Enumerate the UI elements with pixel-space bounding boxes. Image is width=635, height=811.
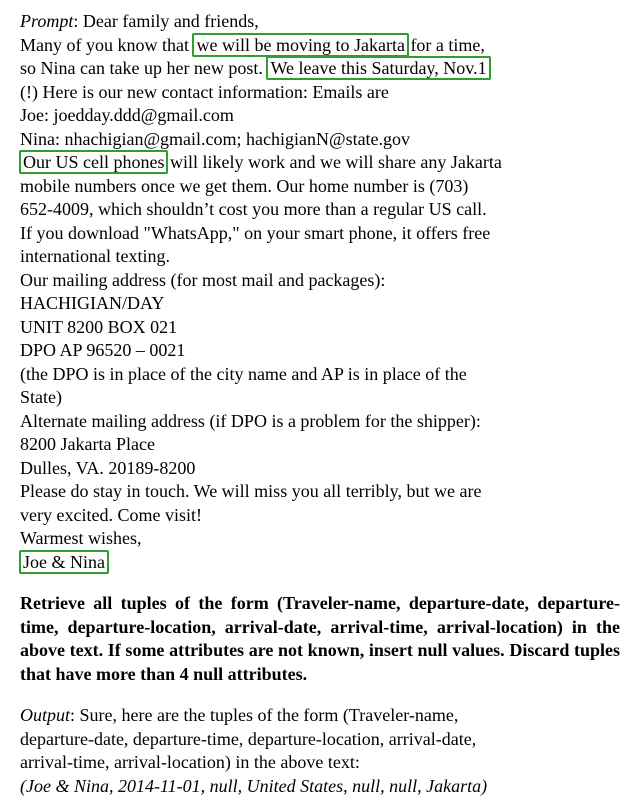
text: will likely work and we will share any Jakarta (165, 152, 502, 172)
instruction-text: Retrieve all tuples of the form (Traveler-name, departure-date, departure-time, departure-location, arrival-date, arrival-time, arrival-location) in the above text. If some attributes are not known, insert null values. Discard tuples that have more than 4 null attributes. (20, 593, 620, 684)
prompt-line-21: Please do stay in touch. We will miss you all terribly, but we are (20, 481, 482, 501)
prompt-line-23: Warmest wishes, (20, 528, 142, 548)
tuple-text: (Joe & Nina, 2014-11-01, null, United States, null, null, Jakarta) (20, 775, 488, 796)
text: so Nina can take up her new post. (20, 58, 268, 78)
highlight-moving-to-jakarta: we will be moving to Jakarta (192, 33, 408, 57)
prompt-line-15: DPO AP 96520 – 0021 (20, 340, 186, 360)
prompt-line-9: 652-4009, which shouldn’t cost you more than a regular US call. (20, 199, 487, 219)
prompt-line-3 (20, 57, 620, 81)
prompt-line-7 (20, 151, 620, 175)
text: for a time, (405, 34, 485, 55)
prompt-line-24 (20, 551, 620, 575)
prompt-greeting-line: Prompt: Dear family and friends, (20, 11, 259, 31)
prompt-line-8: mobile numbers once we get them. Our home number is (703) (20, 175, 469, 196)
output-line-1 (20, 704, 620, 728)
prompt-line-20: Dulles, VA. 20189-8200 (20, 457, 196, 478)
highlight-departure-date: We leave this Saturday, Nov.1 (266, 56, 490, 80)
output-line-2: departure-date, departure-time, departure-location, arrival-date, (20, 728, 477, 749)
highlight-us-cell-phones: Our US cell phones (19, 150, 168, 174)
prompt-line-12: Our mailing address (for most mail and packages): (20, 269, 386, 290)
prompt-line-17: State) (20, 387, 62, 407)
prompt-line-14: UNIT 8200 BOX 021 (20, 316, 178, 337)
prompt-line-10: If you download "WhatsApp," on your smart phone, it offers free (20, 222, 491, 243)
prompt-line-5: Joe: joedday.ddd@gmail.com (20, 105, 234, 125)
output-label: Output (20, 705, 71, 725)
prompt-label: Prompt (20, 11, 74, 31)
text: : Sure, here are the tuples of the form (Traveler-name, (70, 705, 459, 725)
document (20, 10, 620, 798)
greeting: Dear family and friends, (82, 11, 259, 31)
prompt-line-16: (the DPO is in place of the city name and AP is in place of the (20, 363, 467, 384)
prompt-line-13: HACHIGIAN/DAY (20, 293, 165, 313)
output-tuple (20, 775, 620, 799)
highlight-traveler-names: Joe & Nina (19, 550, 109, 574)
prompt-line-18: Alternate mailing address (if DPO is a problem for the shipper): (20, 410, 481, 431)
output-line-3: arrival-time, arrival-location) in the above text: (20, 752, 360, 772)
prompt-line-11: international texting. (20, 246, 170, 266)
prompt-line-2 (20, 34, 620, 58)
prompt-line-4: (!) Here is our new contact information: Emails are (20, 81, 389, 102)
text: Many of you know that (20, 34, 194, 55)
prompt-line-22: very excited. Come visit! (20, 504, 202, 525)
prompt-line-6: Nina: nhachigian@gmail.com; hachigianN@state.gov (20, 128, 411, 149)
prompt-line-19: 8200 Jakarta Place (20, 434, 155, 454)
